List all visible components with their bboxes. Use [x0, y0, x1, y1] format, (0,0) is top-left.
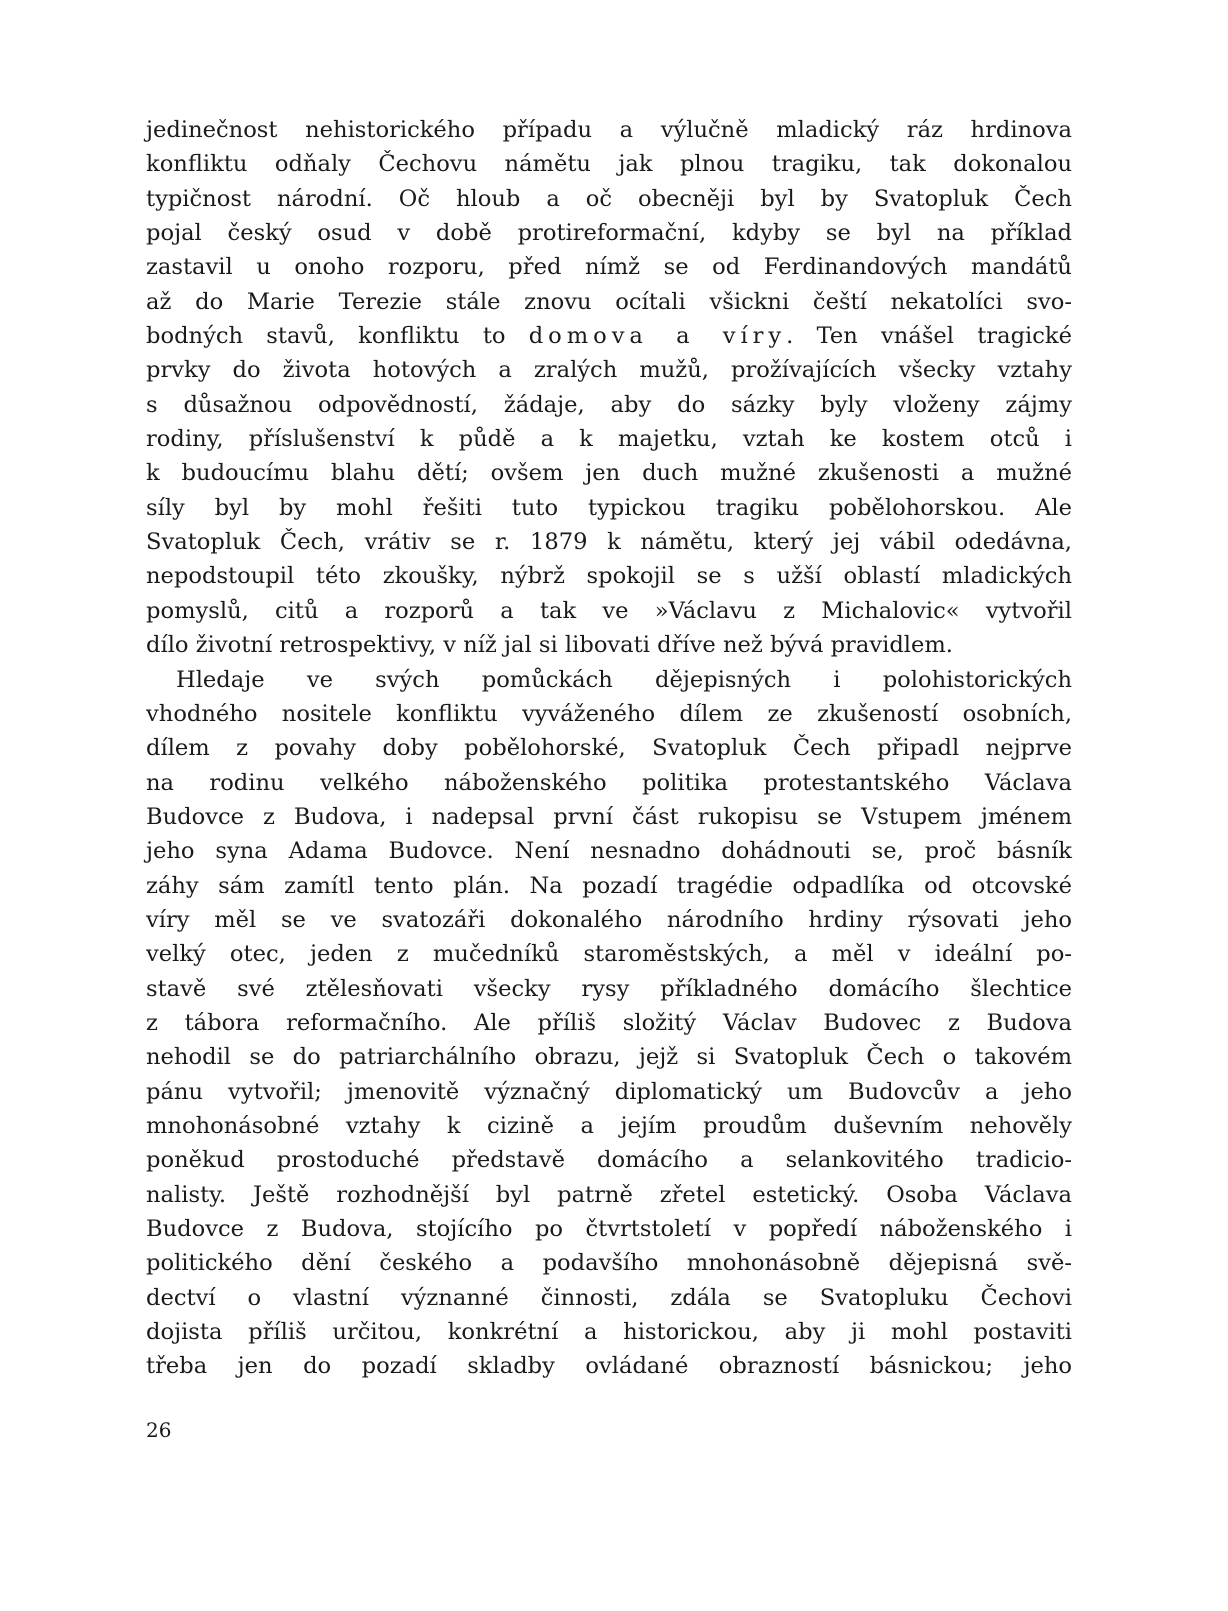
text-line: nalisty. Ještě rozhodnější byl patrně zřetel estetický. Osoba Václava	[146, 1181, 1072, 1208]
text-line: dectví o vlastní význanné činnosti, zdála se Svatopluku Čechovi	[146, 1284, 1072, 1311]
text-line: dojista příliš určitou, konkrétní a historickou, aby ji mohl postaviti	[146, 1319, 1072, 1346]
text-line: prvky do života hotových a zralých mužů, prožívajících všecky vztahy	[146, 357, 1072, 384]
line-segment: . Ten vnášel tragické	[786, 323, 1072, 350]
text-line: síly byl by mohl řešiti tuto typickou tragiku pobělohorskou. Ale	[146, 494, 1072, 521]
text-line: jedinečnost nehistorického případu a výlučně mladický ráz hrdinova	[146, 117, 1072, 143]
spaced-emphasis: víry	[722, 323, 787, 350]
text-line: zastavil u onoho rozporu, před nímž se od Ferdinandových mandátů	[146, 254, 1072, 281]
text-line: víry měl se ve svatozáři dokonalého národního hrdiny rýsovati jeho	[146, 906, 1072, 933]
body-text	[146, 113, 1072, 1384]
paragraph-1	[146, 113, 1072, 663]
text-line: konfliktu odňaly Čechovu námětu jak plnou tragiku, tak dokonalou	[146, 151, 1072, 178]
text-line: velký otec, jeden z mučedníků staroměstských, a měl v ideální po-	[146, 941, 1072, 968]
line-segment: bodných stavů, konfliktu to	[146, 323, 529, 350]
text-line: Budovce z Budova, stojícího po čtvrtstoletí v popředí náboženského i	[146, 1216, 1072, 1242]
text-line: jeho syna Adama Budovce. Není nesnadno dohádnouti se, proč básník	[146, 838, 1072, 865]
text-line: poněkud prostoduché představě domácího a selankovitého tradicio-	[146, 1147, 1072, 1174]
text-line: pomyslů, citů a rozporů a tak ve »Václavu z Michalovic« vytvořil	[146, 597, 1072, 624]
text-line: rodiny, příslušenství k půdě a k majetku, vztah ke kostem otců i	[146, 426, 1072, 453]
text-line: Hledaje ve svých pomůckách dějepisných i polohistorických	[176, 666, 1072, 693]
text-line: nepodstoupil této zkoušky, nýbrž spokojil se s užší oblastí mladických	[146, 563, 1072, 590]
text-line: k budoucímu blahu dětí; ovšem jen duch mužné zkušenosti a mužné	[146, 460, 1072, 487]
text-line: pojal český osud v době protireformační, kdyby se byl na příklad	[146, 220, 1072, 247]
text-line: z tábora reformačního. Ale příliš složitý Václav Budovec z Budova	[146, 1009, 1072, 1036]
spaced-emphasis: domova	[528, 323, 648, 350]
text-line: dílo životní retrospektivy, v níž jal si libovati dříve než bývá pravidlem.	[146, 632, 953, 659]
text-line: na rodinu velkého náboženského politika protestantského Václava	[146, 769, 1072, 796]
text-line: s důsažnou odpovědností, žádaje, aby do sázky byly vloženy zájmy	[146, 391, 1072, 418]
spaced-emphasis: a	[647, 323, 723, 350]
text-line: až do Marie Terezie stále znovu ocítali všickni čeští nekatolíci svo-	[146, 288, 1072, 315]
text-line: dílem z povahy doby pobělohorské, Svatopluk Čech připadl nejprve	[146, 735, 1072, 762]
text-line: pánu vytvořil; jmenovitě význačný diplomatický um Budovcův a jeho	[146, 1078, 1072, 1105]
text-line: třeba jen do pozadí skladby ovládané obrazností básnickou; jeho	[146, 1353, 1072, 1380]
text-line: politického dění českého a podavšího mnohonásobně dějepisná svě-	[146, 1250, 1072, 1277]
text-line: mnohonásobné vztahy k cizině a jejím proudům duševním nehověly	[146, 1112, 1072, 1139]
text-line: typičnost národní. Oč hloub a oč obecněji byl by Svatopluk Čech	[146, 185, 1072, 212]
text-line: Svatopluk Čech, vrátiv se r. 1879 k námětu, který jej vábil odedávna,	[146, 529, 1072, 556]
paragraph-2	[146, 663, 1072, 1384]
page-number: 26	[146, 1418, 172, 1442]
text-line: nehodil se do patriarchálního obrazu, jejž si Svatopluk Čech o takovém	[146, 1044, 1072, 1071]
text-line: záhy sám zamítl tento plán. Na pozadí tragédie odpadlíka od otcovské	[146, 872, 1072, 899]
text-line	[146, 319, 1072, 353]
text-line: Budovce z Budova, i nadepsal první část rukopisu se Vstupem jménem	[146, 803, 1072, 830]
text-line: vhodného nositele konfliktu vyváženého dílem ze zkušeností osobních,	[146, 700, 1072, 727]
text-line: stavě své ztělesňovati všecky rysy příkladného domácího šlechtice	[146, 975, 1072, 1002]
